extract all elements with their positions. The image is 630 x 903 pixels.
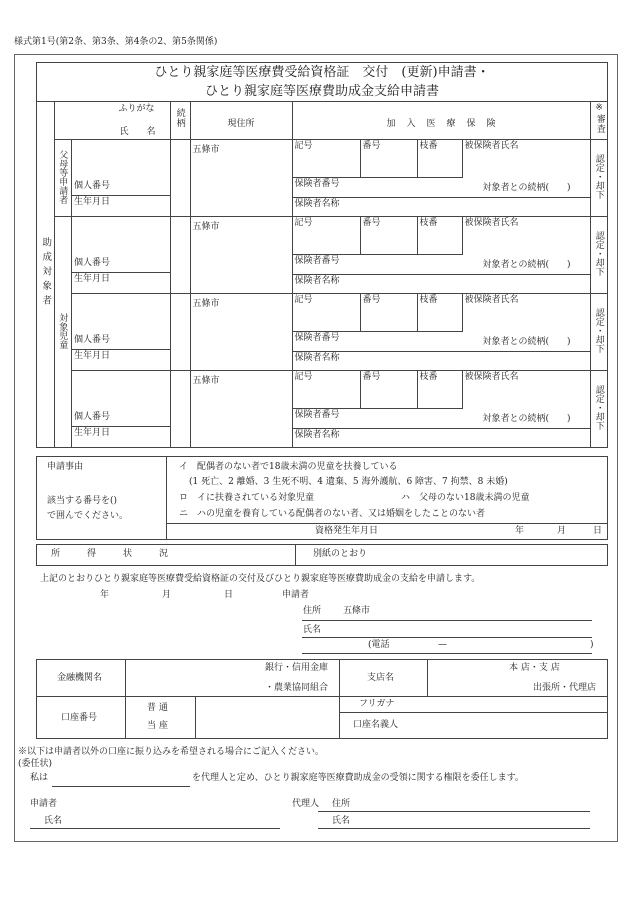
eligibility-date-label: 資格発生年月日 <box>315 526 379 536</box>
child-label-cell <box>54 217 72 448</box>
delegation-note: ※以下は申請者以外の口座に振り込みを希望される場合にご記入ください。 <box>18 747 325 757</box>
applicant-label: 申請者 <box>282 590 310 600</box>
furigana-label: ふりがな <box>118 104 155 114</box>
applicant-name-label: 氏名 <box>303 625 322 635</box>
income-value: 別紙のとおり <box>313 549 368 559</box>
name-label: 氏 名 <box>119 127 156 137</box>
bank-table: 金融機関名 銀行・信用金庫 ・農業協同組合 支店名 本 店・支 店 出張所・代理店 口座番号 普 通 当 座 フリガナ 口座名義人 <box>36 659 608 739</box>
child1-name-cell[interactable]: 個人番号 生年月日 <box>72 217 171 294</box>
title-line1: ひとり親家庭等医療費受給資格証 交付 (更新)申請書・ <box>154 65 490 80</box>
applicant-address-value[interactable]: 五條市 <box>343 606 371 616</box>
review-header: ※ 審査 <box>591 102 608 140</box>
applicant-address-label: 住所 <box>303 606 322 616</box>
child2-relation-cell[interactable] <box>170 294 190 371</box>
child3-relation-cell[interactable] <box>170 371 190 448</box>
insured-name-label: 被保険者氏名 <box>464 141 519 151</box>
child3-insurance-cell[interactable]: 記号 番号 枝番 被保険者氏名 保険者番号 対象者との続柄( ) 保険者名称 <box>292 371 591 448</box>
income-row <box>36 544 608 566</box>
my-number-label: 個人番号 <box>74 181 111 191</box>
parent-insurance-cell[interactable] <box>292 140 591 217</box>
approval-cell: 認定・却下 <box>591 294 608 371</box>
delegator-name-field[interactable] <box>30 828 280 829</box>
insurer-no-label: 保険者番号 <box>294 179 340 189</box>
child3-name-cell[interactable]: 個人番号 生年月日 <box>72 371 171 448</box>
number-label: 番号 <box>362 141 381 151</box>
reason-instruction1: 該当する番号を() <box>47 496 118 506</box>
reason-ha[interactable]: ハ 父母のない18歳未満の児童 <box>401 493 530 503</box>
form-number: 様式第1号(第2条、第3条、第4条の2、第5条関係) <box>14 37 218 47</box>
reason-label: 申請事由 <box>47 462 84 472</box>
parent-label-cell <box>54 140 72 217</box>
reason-ni[interactable]: ニ ハの児童を養育している配偶者のない者、又は婚姻をしたことのない者 <box>179 509 486 519</box>
child2-name-cell[interactable]: 個人番号 生年月日 <box>72 294 171 371</box>
relation-to-subject: 対象者との続柄( ) <box>482 183 571 193</box>
reason-box: 申請事由 該当する番号を() で囲んでください。 イ 配偶者のない者で18歳未満の児童を扶養している (1 死亡、2 離婚、3 生死不明、4 遺棄、5 海外護航、6 障害、7 拘禁、8 未婚) ロ イに扶養されている対象児童 ハ 父母のない18歳未満の児童 ニ ハの児童を養育している配偶者のない者、又は婚姻をしたことのない者 資格発生年月日 年 月 日 <box>36 456 608 540</box>
approval-cell: 認定・却下 <box>591 140 608 217</box>
applicant-name-field[interactable] <box>302 637 592 638</box>
insurance-header: 加 入 医 療 保 険 <box>292 102 591 140</box>
reason-instruction2: で囲んでください。 <box>47 511 129 521</box>
reason-ro[interactable]: ロ イに扶養されている対象児童 <box>179 493 315 503</box>
child1-relation-cell[interactable] <box>170 217 190 294</box>
approval-cell: 認定・却下 <box>591 371 608 448</box>
child1-address-cell[interactable]: 五條市 <box>190 217 292 294</box>
declaration: 上記のとおりひとり親家庭等医療費受給資格証の交付及びひとり親家庭等医療費助成金の支給を申請します。 <box>40 574 481 584</box>
symbol-label: 記号 <box>294 141 313 151</box>
subject-label-cell <box>37 102 55 448</box>
approval-cell: 認定・却下 <box>591 217 608 294</box>
parent-name-cell[interactable] <box>72 140 171 217</box>
address-header: 現住所 <box>190 102 292 140</box>
reason-i-detail[interactable]: (1 死亡、2 離婚、3 生死不明、4 遺棄、5 海外護航、6 障害、7 拘禁、8 未婚) <box>189 477 508 487</box>
child1-insurance-cell[interactable]: 記号 番号 枝番 被保険者氏名 保険者番号 対象者との続柄( ) 保険者名称 <box>292 217 591 294</box>
title-line2: ひとり親家庭等医療費助成金支給申請書 <box>204 84 439 99</box>
child-label: 対象児童 <box>57 312 68 349</box>
branch-label: 枝番 <box>419 141 438 151</box>
relation-header: 続柄 <box>170 102 190 140</box>
name-header <box>54 102 170 140</box>
delegation-title: (委任状) <box>18 759 53 769</box>
parent-label: 父母等申請者 <box>57 149 68 204</box>
agent-name-field[interactable] <box>318 828 590 829</box>
parent-relation-cell[interactable] <box>170 140 190 217</box>
agent-address-field[interactable] <box>318 811 590 812</box>
insurer-name-label: 保険者名称 <box>294 199 340 209</box>
child2-insurance-cell[interactable]: 記号 番号 枝番 被保険者氏名 保険者番号 対象者との続柄( ) 保険者名称 <box>292 294 591 371</box>
child2-address-cell[interactable]: 五條市 <box>190 294 292 371</box>
applicant-table <box>36 62 608 448</box>
agent-name-blank[interactable] <box>52 786 190 787</box>
form-title <box>37 63 608 102</box>
delegation-text: を代理人と定め、ひとり親家庭等医療費助成金の受領に関する権限を委任します。 <box>192 773 524 783</box>
reason-i[interactable]: イ 配偶者のない者で18歳未満の児童を扶養している <box>179 462 398 472</box>
dob-label: 生年月日 <box>74 197 111 207</box>
child3-address-cell[interactable]: 五條市 <box>190 371 292 448</box>
subject-label: 助成対象者 <box>40 236 52 310</box>
income-label: 所 得 状 況 <box>51 549 169 559</box>
parent-address-cell[interactable]: 五條市 <box>190 140 292 217</box>
